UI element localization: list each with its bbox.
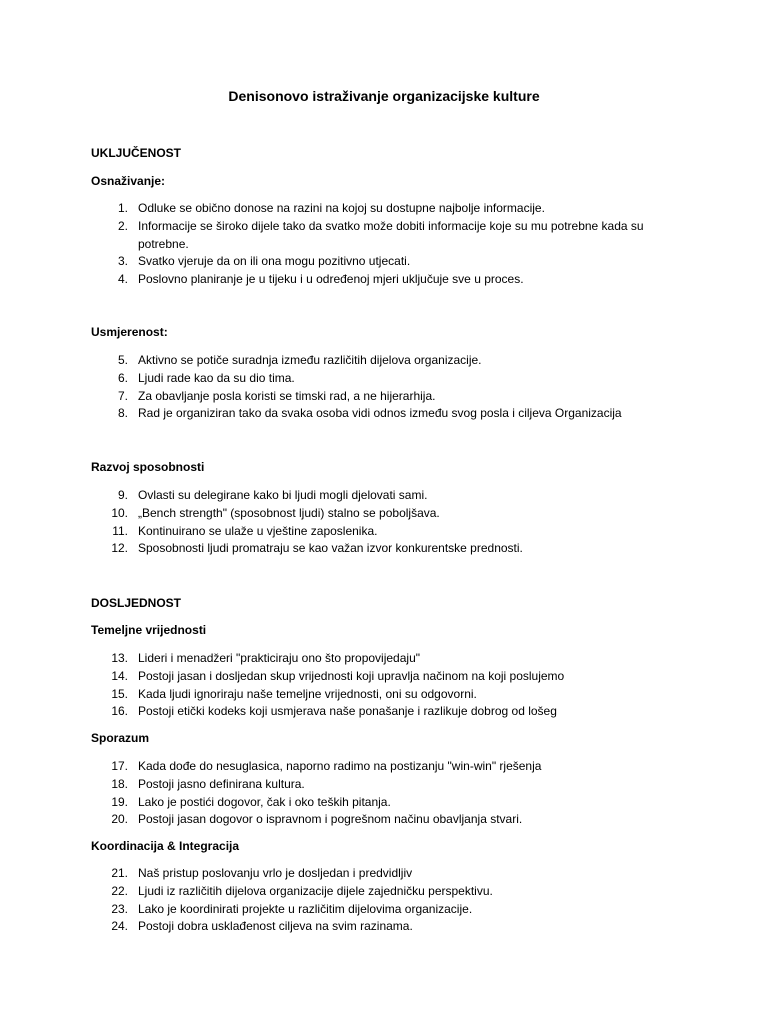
list-item	[0, 794, 768, 812]
item-text: Ovlasti su delegirane kako bi ljudi mogli djelovati sami.	[138, 488, 428, 502]
item-list-sporazum	[0, 758, 768, 829]
section-heading-ukljucenost: UKLJUČENOST	[91, 146, 182, 160]
list-item	[0, 523, 768, 541]
item-number: 13.	[111, 651, 128, 665]
item-list-temeljne-vrijednosti	[0, 650, 768, 721]
list-item	[0, 703, 768, 721]
group-heading-usmjerenost: Usmjerenost:	[91, 325, 168, 339]
list-item	[0, 883, 768, 901]
list-item	[0, 758, 768, 776]
item-number: 21.	[111, 866, 128, 880]
list-item	[0, 405, 768, 423]
item-text: Sposobnosti ljudi promatraju se kao važan izvor konkurentske prednosti.	[138, 541, 523, 556]
item-number: 9.	[117, 488, 128, 502]
list-item	[0, 388, 768, 406]
list-item	[0, 352, 768, 370]
group-heading-osnazivanje: Osnaživanje:	[91, 174, 166, 188]
item-text: Poslovno planiranje je u tijeku i u određenoj mjeri uključuje sve u proces.	[138, 272, 524, 287]
item-text: Odluke se obično donose na razini na kojoj su dostupne najbolje informacije.	[138, 201, 545, 215]
item-text: Aktivno se potiče suradnja između različitih dijelova organizacije.	[138, 353, 482, 367]
item-number: 22.	[111, 883, 128, 898]
item-number: 3.	[117, 254, 128, 269]
item-text: Informacije se široko dijele tako da svatko može dobiti informacije koje su mu potrebne kada su potrebne.	[138, 218, 644, 251]
item-number: 6.	[117, 370, 128, 385]
item-number: 10.	[111, 505, 128, 520]
list-item	[0, 271, 768, 289]
item-list-usmjerenost	[0, 352, 768, 423]
item-number: 4.	[117, 272, 128, 287]
item-text: Postoji jasan dogovor o ispravnom i pogrešnom načinu obavljanja stvari.	[138, 812, 523, 827]
list-item	[0, 370, 768, 388]
item-text: „Bench strength" (sposobnost ljudi) stalno se poboljšava.	[138, 505, 440, 520]
group-heading-sporazum: Sporazum	[91, 731, 150, 745]
list-item	[0, 253, 768, 271]
group-heading-temeljne-vrijednosti: Temeljne vrijednosti	[91, 623, 207, 637]
item-number: 8.	[117, 406, 128, 421]
list-item	[0, 686, 768, 704]
item-text: Postoji dobra usklađenost ciljeva na svim razinama.	[138, 919, 413, 934]
item-list-osnazivanje	[0, 200, 768, 289]
item-text: Postoji etički kodeks koji usmjerava naše ponašanje i razlikuje dobrog od lošeg	[138, 704, 557, 719]
item-text: Rad je organiziran tako da svaka osoba vidi odnos između svog posla i ciljeva Organizacija	[138, 406, 622, 421]
section-heading-dosljednost: DOSLJEDNOST	[91, 596, 182, 610]
item-number: 19.	[111, 794, 128, 809]
document-title: Denisonovo istraživanje organizacijske kulture	[228, 88, 540, 104]
list-item	[0, 865, 768, 883]
list-item	[0, 650, 768, 668]
item-number: 11.	[112, 523, 128, 538]
item-number: 1.	[117, 201, 128, 215]
group-heading-razvoj-sposobnosti: Razvoj sposobnosti	[91, 460, 205, 474]
item-text: Svatko vjeruje da on ili ona mogu pozitivno utjecati.	[138, 254, 411, 269]
item-text: Kontinuirano se ulaže u vještine zaposlenika.	[138, 523, 378, 538]
item-text: Kada ljudi ignoriraju naše temeljne vrijednosti, oni su odgovorni.	[138, 686, 477, 701]
item-number: 24.	[111, 919, 128, 934]
item-number: 16.	[111, 704, 128, 719]
item-number: 20.	[111, 812, 128, 827]
group-heading-koordinacija-integracija: Koordinacija & Integracija	[91, 839, 240, 853]
item-number: 2.	[117, 218, 128, 233]
item-number: 12.	[111, 541, 128, 556]
list-item	[0, 918, 768, 936]
item-text: Lideri i menadžeri "prakticiraju ono što propovijedaju"	[138, 651, 420, 665]
item-text: Ljudi rade kao da su dio tima.	[138, 370, 295, 385]
list-item	[0, 668, 768, 686]
list-item	[0, 487, 768, 505]
list-item	[0, 811, 768, 829]
item-text: Lako je postići dogovor, čak i oko teških pitanja.	[138, 794, 391, 809]
list-item	[0, 218, 768, 254]
list-item	[0, 505, 768, 523]
item-number: 14.	[111, 668, 128, 683]
item-number: 15.	[111, 686, 128, 701]
list-item	[0, 200, 768, 218]
item-text: Postoji jasan i dosljedan skup vrijednosti koji upravlja načinom na koji poslujemo	[138, 668, 565, 683]
item-number: 23.	[111, 901, 128, 916]
item-text: Postoji jasno definirana kultura.	[138, 776, 305, 791]
item-text: Ljudi iz različitih dijelova organizacije dijele zajedničku perspektivu.	[138, 883, 493, 898]
item-text: Naš pristup poslovanju vrlo je dosljedan i predvidljiv	[138, 866, 413, 880]
item-text: Kada dođe do nesuglasica, naporno radimo na postizanju "win-win" rješenja	[138, 759, 542, 773]
item-number: 7.	[117, 388, 128, 403]
list-item	[0, 776, 768, 794]
list-item	[0, 901, 768, 919]
item-text: Lako je koordinirati projekte u različitim dijelovima organizacije.	[138, 901, 473, 916]
list-item	[0, 540, 768, 558]
item-list-razvoj-sposobnosti	[0, 487, 768, 558]
item-list-koordinacija-integracija	[0, 865, 768, 936]
item-number: 17.	[111, 759, 128, 773]
item-number: 5.	[117, 353, 128, 367]
item-text: Za obavljanje posla koristi se timski rad, a ne hijerarhija.	[138, 388, 436, 403]
item-number: 18.	[111, 776, 128, 791]
